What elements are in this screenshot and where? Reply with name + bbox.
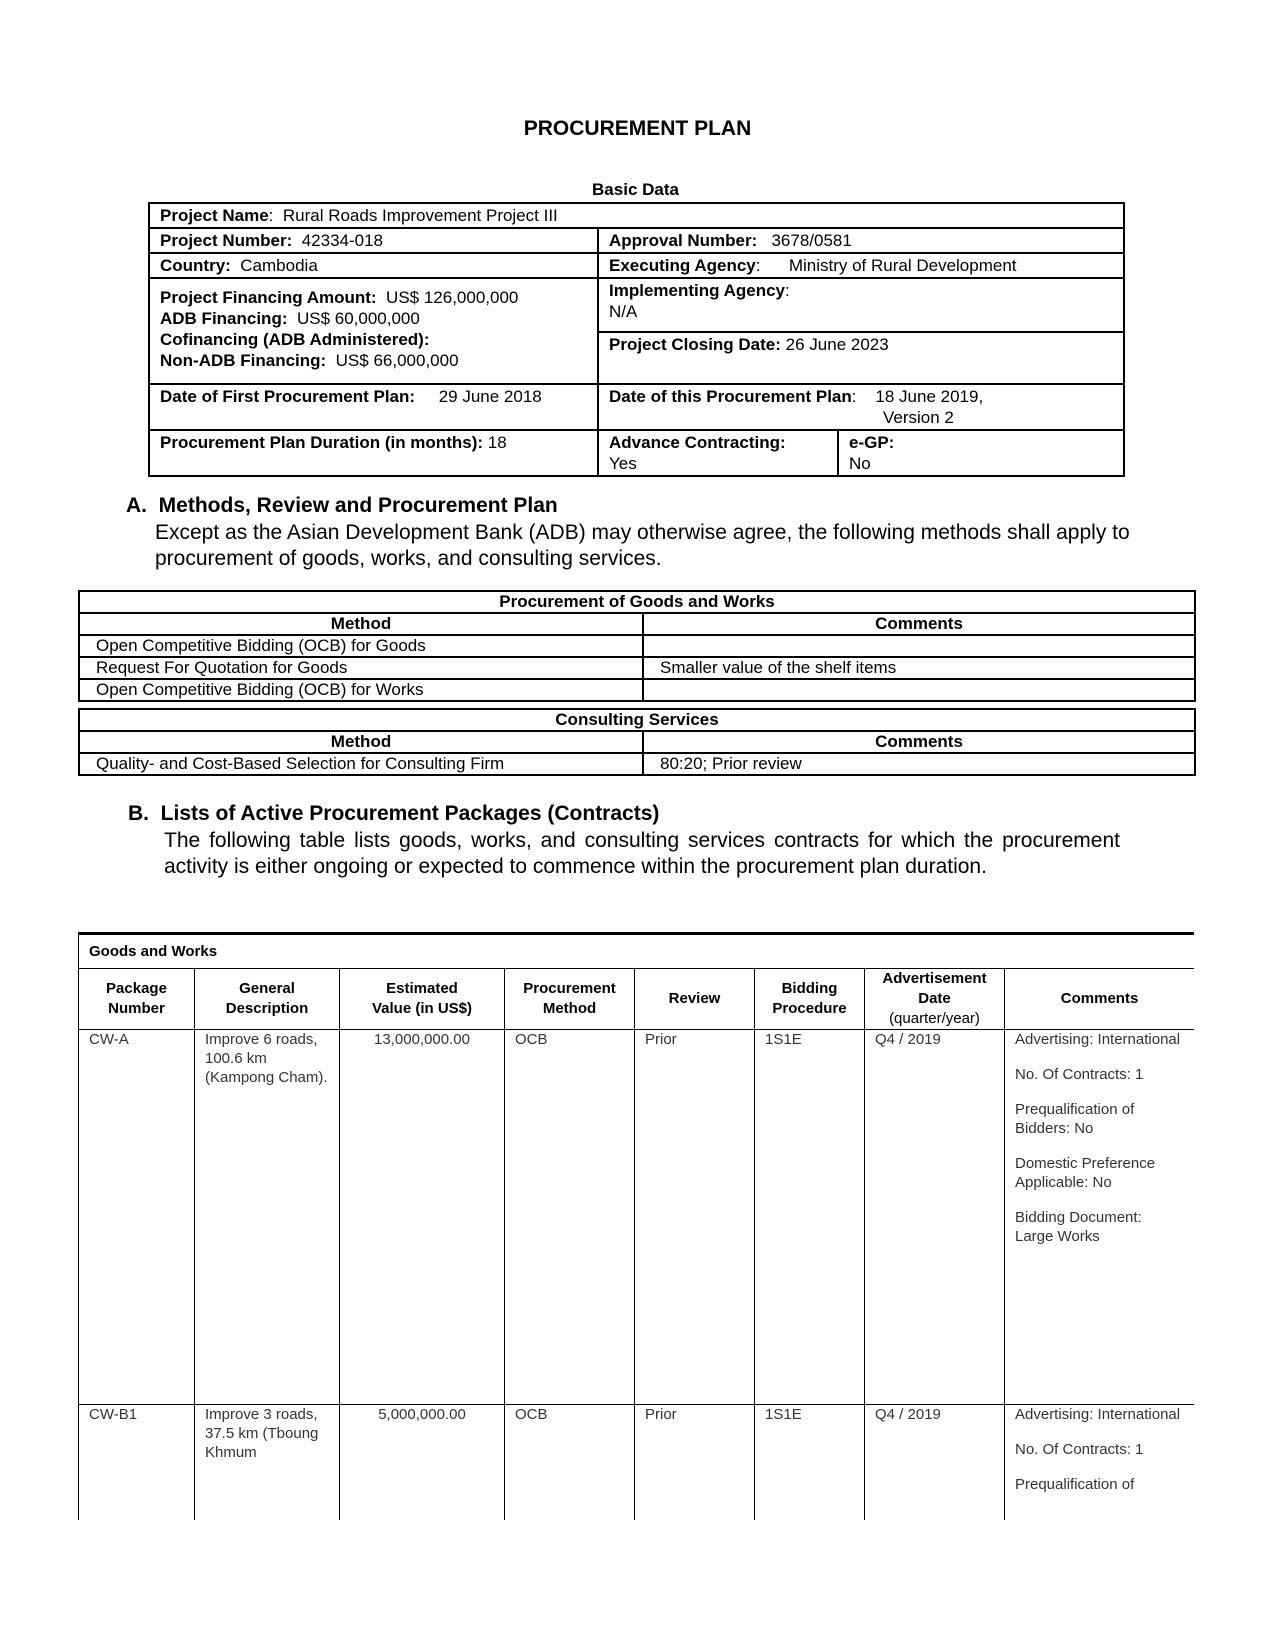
approval-number-label: Approval Number: (609, 231, 758, 250)
comments-cell: Advertising: International No. Of Contracts: 1 Prequalification of (1005, 1405, 1195, 1521)
closing-date-value: 26 June 2023 (785, 335, 889, 354)
header-description: General Description (195, 969, 340, 1030)
value-cell: 13,000,000.00 (340, 1030, 505, 1405)
package-number-cell: CW-B1 (79, 1405, 195, 1521)
this-plan-date-label: Date of this Procurement Plan (609, 387, 852, 406)
package-number-cell: CW-A (79, 1030, 195, 1405)
section-b-heading: B. Lists of Active Procurement Packages (Contracts) (128, 802, 660, 825)
date-cell: Q4 / 2019 (865, 1405, 1005, 1521)
adb-financing-value: US$ 60,000,000 (296, 309, 420, 328)
executing-agency-label: Executing Agency (609, 256, 756, 275)
table-row (79, 753, 1195, 775)
country-label: Country: (160, 256, 231, 275)
non-adb-label: Non-ADB Financing: (160, 351, 327, 370)
packages-table (78, 934, 1194, 1520)
duration-value: 18 (487, 433, 507, 452)
description-cell: Improve 6 roads, 100.6 km (Kampong Cham). (195, 1030, 340, 1405)
project-name-value: Rural Roads Improvement Project III (282, 206, 558, 225)
first-plan-date-label: Date of First Procurement Plan: (160, 387, 416, 406)
this-plan-version: Version 2 (883, 408, 954, 427)
method-cell: OCB (505, 1030, 635, 1405)
consulting-methods-table (78, 708, 1196, 776)
first-plan-date-value: 29 June 2018 (438, 387, 542, 406)
approval-number-value: 3678/0581 (771, 231, 852, 250)
comments-cell (643, 635, 1195, 657)
header-package-number: Package Number (79, 969, 195, 1030)
financing-amount-label: Project Financing Amount: (160, 288, 377, 307)
description-cell: Improve 3 roads, 37.5 km (Tboung Khmum (195, 1405, 340, 1521)
table-row (79, 679, 1195, 701)
method-cell: Open Competitive Bidding (OCB) for Goods (79, 635, 643, 657)
packages-caption: Goods and Works (79, 935, 1195, 969)
section-a-body: Except as the Asian Development Bank (ADB) may otherwise agree, the following methods shall apply to procurement of goods, works, and consulting services. (155, 521, 1130, 570)
header-method: Procurement Method (505, 969, 635, 1030)
goods-works-title: Procurement of Goods and Works (79, 591, 1195, 613)
financing-amount-value: US$ 126,000,000 (386, 288, 519, 307)
comments-cell: 80:20; Prior review (643, 753, 1195, 775)
advance-contracting-label: Advance Contracting: (609, 433, 786, 452)
goods-method-header: Method (79, 613, 643, 635)
closing-date-label: Project Closing Date: (609, 335, 781, 354)
project-number-value: 42334-018 (301, 231, 384, 250)
bidding-cell: 1S1E (755, 1405, 865, 1521)
table-row (79, 657, 1195, 679)
comments-cell: Advertising: International No. Of Contracts: 1 Prequalification of Bidders: No Domestic Preference Applicable: No Bidding Document: Large Works (1005, 1030, 1195, 1405)
goods-comments-header: Comments (643, 613, 1195, 635)
table-row (79, 635, 1195, 657)
project-number-label: Project Number: (160, 231, 293, 250)
header-bidding: Bidding Procedure (755, 969, 865, 1030)
cofinancing-label: Cofinancing (ADB Administered): (160, 330, 430, 349)
section-a-heading: A. Methods, Review and Procurement Plan (126, 494, 558, 517)
implementing-agency-label: Implementing Agency (609, 281, 786, 300)
review-cell: Prior (635, 1030, 755, 1405)
consulting-method-header: Method (79, 731, 643, 753)
project-name-row: Project Name: Rural Roads Improvement Project III (149, 203, 1124, 228)
implementing-agency-value: N/A (609, 302, 638, 321)
non-adb-value: US$ 66,000,000 (335, 351, 459, 370)
method-cell: Open Competitive Bidding (OCB) for Works (79, 679, 643, 701)
page-title: PROCUREMENT PLAN (523, 117, 752, 140)
consulting-comments-header: Comments (643, 731, 1195, 753)
value-cell: 5,000,000.00 (340, 1405, 505, 1521)
method-cell: OCB (505, 1405, 635, 1521)
executing-agency-value: Ministry of Rural Development (788, 256, 1017, 275)
country-value: Cambodia (240, 256, 318, 275)
table-row (79, 1405, 1195, 1521)
egp-value: No (849, 454, 871, 473)
header-advertisement: Advertisement Date (quarter/year) (865, 969, 1005, 1030)
header-comments: Comments (1005, 969, 1195, 1030)
adb-financing-label: ADB Financing: (160, 309, 288, 328)
packages-table-wrapper (78, 932, 1194, 1520)
method-cell: Quality- and Cost-Based Selection for Consulting Firm (79, 753, 643, 775)
goods-works-methods-table (78, 590, 1196, 702)
egp-label: e-GP: (849, 433, 895, 452)
consulting-title: Consulting Services (79, 709, 1195, 731)
duration-label: Procurement Plan Duration (in months): (160, 433, 484, 452)
table-row (79, 1030, 1195, 1405)
header-value: Estimated Value (in US$) (340, 969, 505, 1030)
this-plan-date-value: 18 June 2019, (875, 387, 984, 406)
basic-data-caption: Basic Data (592, 180, 679, 199)
section-b-body: The following table lists goods, works, and consulting services contracts for which the procurement activity is either ongoing or expected to commence within the procurement plan duration. (164, 829, 1120, 878)
advance-contracting-value: Yes (609, 454, 637, 473)
header-review: Review (635, 969, 755, 1030)
basic-data-table: Project Name: Rural Roads Improvement Project III Project Number: 42334-018 Approval Number: 3678/0581 Country: Cambodia Executing Agency: Ministry of Rural Development Project Financing Amount: US$ 126,000,000 ADB Financing: US$ 60,000,000 Cofinancing (ADB Administered): Non-ADB Financing: US$ 66,000,000 Implementing Agency: N/A Project Closing Date: 26 June 2023 Date of First Procurement Plan: 29 June 2018 Date of this Procurement Plan: 18 June 2019, Version 2 Procurement Plan Duration (in months): 18 Advance Contracting: Yes e-GP: No (148, 202, 1125, 477)
comments-cell: Smaller value of the shelf items (643, 657, 1195, 679)
bidding-cell: 1S1E (755, 1030, 865, 1405)
method-cell: Request For Quotation for Goods (79, 657, 643, 679)
comments-cell (643, 679, 1195, 701)
project-name-label: Project Name (160, 206, 269, 225)
date-cell: Q4 / 2019 (865, 1030, 1005, 1405)
packages-header-row (79, 969, 1195, 1030)
review-cell: Prior (635, 1405, 755, 1521)
